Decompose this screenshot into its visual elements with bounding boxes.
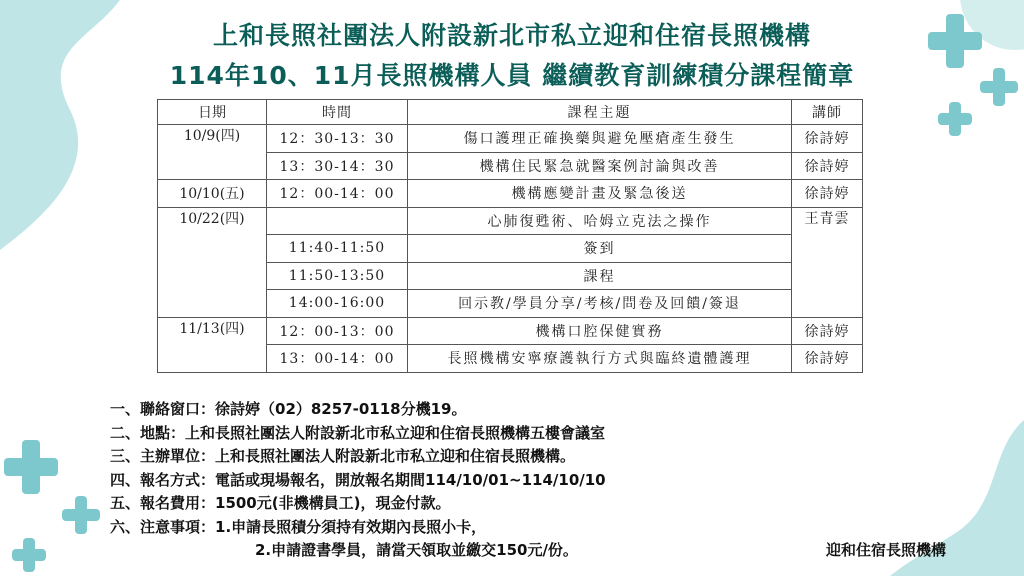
- cell-topic: 機構住民緊急就醫案例討論與改善: [408, 152, 792, 180]
- header-teacher: 講師: [792, 100, 863, 125]
- info-list: [110, 398, 606, 563]
- cell-teacher: 王青雲: [792, 207, 863, 317]
- page-title-organization: 上和長照社團法人附設新北市私立迎和住宿長照機構: [212, 21, 811, 50]
- header-topic: 課程主題: [408, 100, 792, 125]
- cell-date: 10/22(四): [158, 207, 267, 317]
- plus-icon-left-large: [4, 440, 58, 494]
- cell-time: 14:00-16:00: [267, 290, 408, 318]
- cell-teacher: 徐詩婷: [792, 317, 863, 345]
- info-location: 二、地點：上和長照社團法人附設新北市私立迎和住宿長照機構五樓會議室: [110, 423, 606, 442]
- info-contact: 一、聯絡窗口：徐詩婷（02）8257-0118分機19。: [110, 400, 467, 418]
- info-notes-1: 六、注意事項：1.申請長照積分須持有效期內長照小卡，: [110, 517, 487, 536]
- cell-time: 12：30-13：30: [267, 125, 408, 153]
- cell-time: 13：00-14：00: [267, 345, 408, 373]
- cell-teacher: 徐詩婷: [792, 152, 863, 180]
- cell-time: 11:40-11:50: [267, 235, 408, 263]
- table-row: [158, 180, 863, 208]
- cell-date: 11/13(四): [158, 317, 267, 372]
- plus-icon-left-small: [12, 538, 46, 572]
- cell-teacher: 徐詩婷: [792, 125, 863, 153]
- cell-topic: 機構應變計畫及緊急後送: [408, 180, 792, 208]
- table-row: [158, 317, 863, 345]
- cell-teacher: 徐詩婷: [792, 345, 863, 373]
- cell-topic: 長照機構安寧療護執行方式與臨終遺體護理: [408, 345, 792, 373]
- cell-date: 10/10(五): [158, 180, 267, 208]
- page-title-course: 114年10、11月長照機構人員 繼續教育訓練積分課程簡章: [169, 61, 855, 90]
- cell-topic: 傷口護理正確換藥與避免壓瘡產生發生: [408, 125, 792, 153]
- plus-icon-left-medium: [62, 496, 100, 534]
- info-notes-2: 2.申請證書學員，請當天領取並繳交150元/份。: [255, 541, 578, 559]
- cell-topic: 回示教/學員分享/考核/問卷及回饋/簽退: [408, 290, 792, 318]
- header-time: 時間: [267, 100, 408, 125]
- cell-time: 11:50-13:50: [267, 262, 408, 290]
- course-schedule-table: [157, 99, 863, 373]
- cell-topic: 心肺復甦術、哈姆立克法之操作: [408, 207, 792, 235]
- info-fee: 五、報名費用：1500元(非機構員工)，現金付款。: [110, 494, 451, 512]
- cell-topic: 課程: [408, 262, 792, 290]
- table-row: [158, 125, 863, 153]
- cell-teacher: 徐詩婷: [792, 180, 863, 208]
- header-date: 日期: [158, 100, 267, 125]
- cell-topic: 機構口腔保健實務: [408, 317, 792, 345]
- footer-organization-name: 迎和住宿長照機構: [826, 541, 947, 559]
- info-registration: 四、報名方式：電話或現場報名，開放報名期間114/10/01~114/10/10: [110, 470, 606, 489]
- table-row: [158, 207, 863, 235]
- cell-time: 13：30-14：30: [267, 152, 408, 180]
- info-organizer: 三、主辦單位：上和長照社團法人附設新北市私立迎和住宿長照機構。: [110, 447, 576, 465]
- table-header-row: [158, 100, 863, 125]
- cell-topic: 簽到: [408, 235, 792, 263]
- plus-icon-top-right-small: [938, 102, 972, 136]
- cell-time: 12：00-13：00: [267, 317, 408, 345]
- cell-date: 10/9(四): [158, 125, 267, 180]
- cell-time: [267, 207, 408, 235]
- cell-time: 12：00-14：00: [267, 180, 408, 208]
